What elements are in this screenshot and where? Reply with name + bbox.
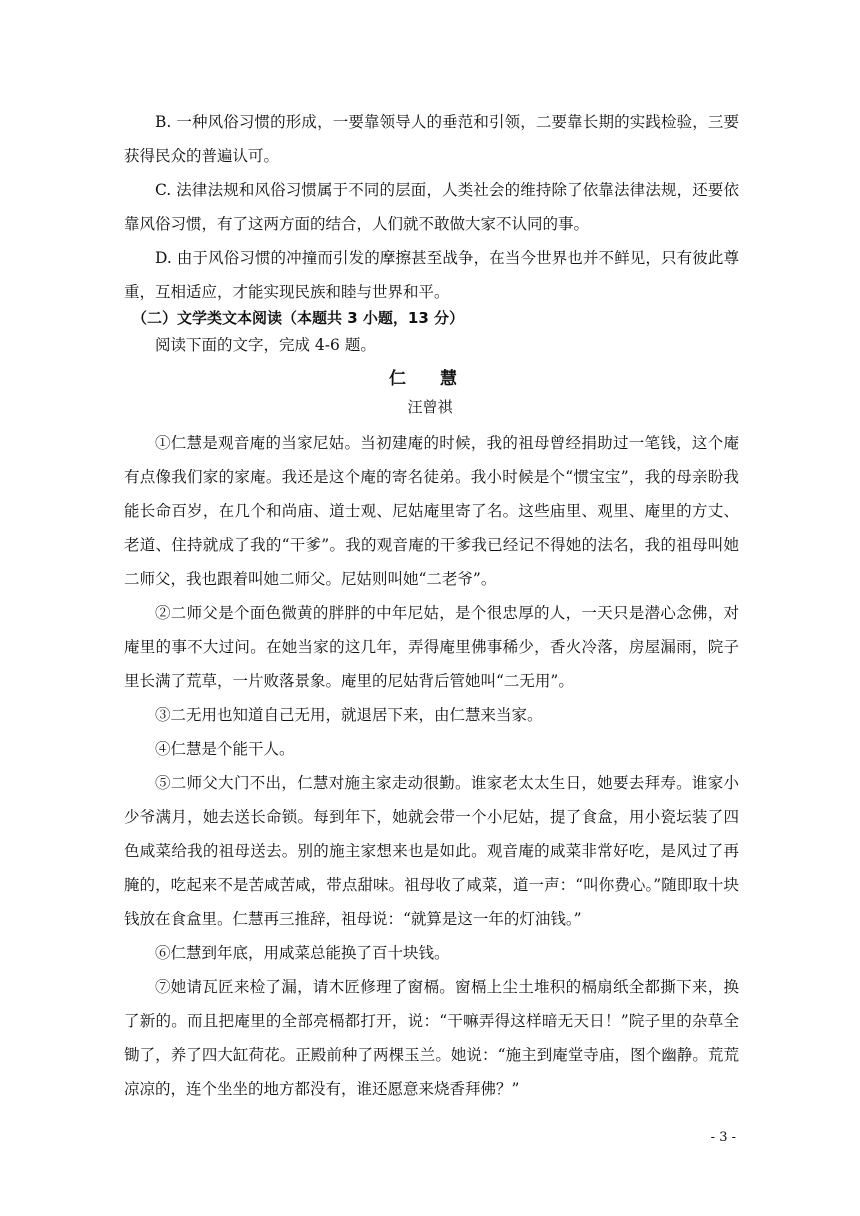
paragraph-7: ⑦她请瓦匠来检了漏，请木匠修理了窗槅。窗槅上尘土堆积的槅扇纸全都撕下来，换了新的。而且把庵里的全部亮槅都打开，说：“干嘛弄得这样暗无天日！”院子里的杂草全锄了，养了四大缸荷花。正殿前种了两棵玉兰。她说：“施主到庵堂寺庙，图个幽静。荒荒凉凉的，连个坐坐的地方都没有，谁还愿意来烧香拜佛？” [124, 978, 739, 1098]
option-d: D. 由于风俗习惯的冲撞而引发的摩擦甚至战争，在当今世界也并不鲜见，只有彼此尊重，互相适应，才能实现民族和睦与世界和平。 [124, 249, 739, 301]
option-b: B. 一种风俗习惯的形成，一要靠领导人的垂范和引领，二要靠长期的实践检验，三要获得民众的普遍认可。 [124, 113, 739, 165]
paragraph-1: ①仁慧是观音庵的当家尼姑。当初建庵的时候，我的祖母曾经捐助过一笔钱，这个庵有点像我们家的家庵。我还是这个庵的寄名徒弟。我小时候是个“惯宝宝”，我的母亲盼我能长命百岁，在几个和尚庙、道士观、尼姑庵里寄了名。这些庙里、观里、庵里的方丈、老道、住持就成了我的“干爹”。我的观音庵的干爹我已经记不得她的法名，我的祖母叫她二师父，我也跟着叫她二师父。尼姑则叫她“二老爷”。 [124, 434, 739, 588]
section-heading: （二）文学类文本阅读（本题共 3 小题，13 分） [132, 309, 464, 327]
paragraph-6: ⑥仁慧到年底，用咸菜总能换了百十块钱。 [155, 944, 450, 962]
paragraph-3: ③二无用也知道自己无用，就退居下来，由仁慧来当家。 [155, 706, 543, 724]
section-instruction: 阅读下面的文字，完成 4-6 题。 [155, 336, 376, 354]
paragraph-4: ④仁慧是个能干人。 [155, 740, 295, 758]
option-c: C. 法律法规和风俗习惯属于不同的层面，人类社会的维持除了依靠法律法规，还要依靠风俗习惯，有了这两方面的结合，人们就不敢做大家不认同的事。 [124, 181, 739, 233]
article-author: 汪曾祺 [407, 398, 453, 416]
article-title: 仁 慧 [389, 369, 471, 389]
page-number: - 3 - [710, 1130, 736, 1145]
paragraph-5: ⑤二师父大门不出，仁慧对施主家走动很勤。谁家老太太生日，她要去拜寿。谁家小少爷满月，她去送长命锁。每到年下，她就会带一个小尼姑，提了食盒，用小瓷坛装了四色咸菜给我的祖母送去。别的施主家想来也是如此。观音庵的咸菜非常好吃，是风过了再腌的，吃起来不是苦咸苦咸，带点甜味。祖母收了咸菜，道一声：“叫你费心。”随即取十块钱放在食盒里。仁慧再三推辞，祖母说：“就算是这一年的灯油钱。” [124, 774, 739, 928]
paragraph-2: ②二师父是个面色微黄的胖胖的中年尼姑，是个很忠厚的人，一天只是潜心念佛，对庵里的事不大过问。在她当家的这几年，弄得庵里佛事稀少，香火冷落，房屋漏雨，院子里长满了荒草，一片败落景象。庵里的尼姑背后管她叫“二无用”。 [124, 604, 739, 690]
